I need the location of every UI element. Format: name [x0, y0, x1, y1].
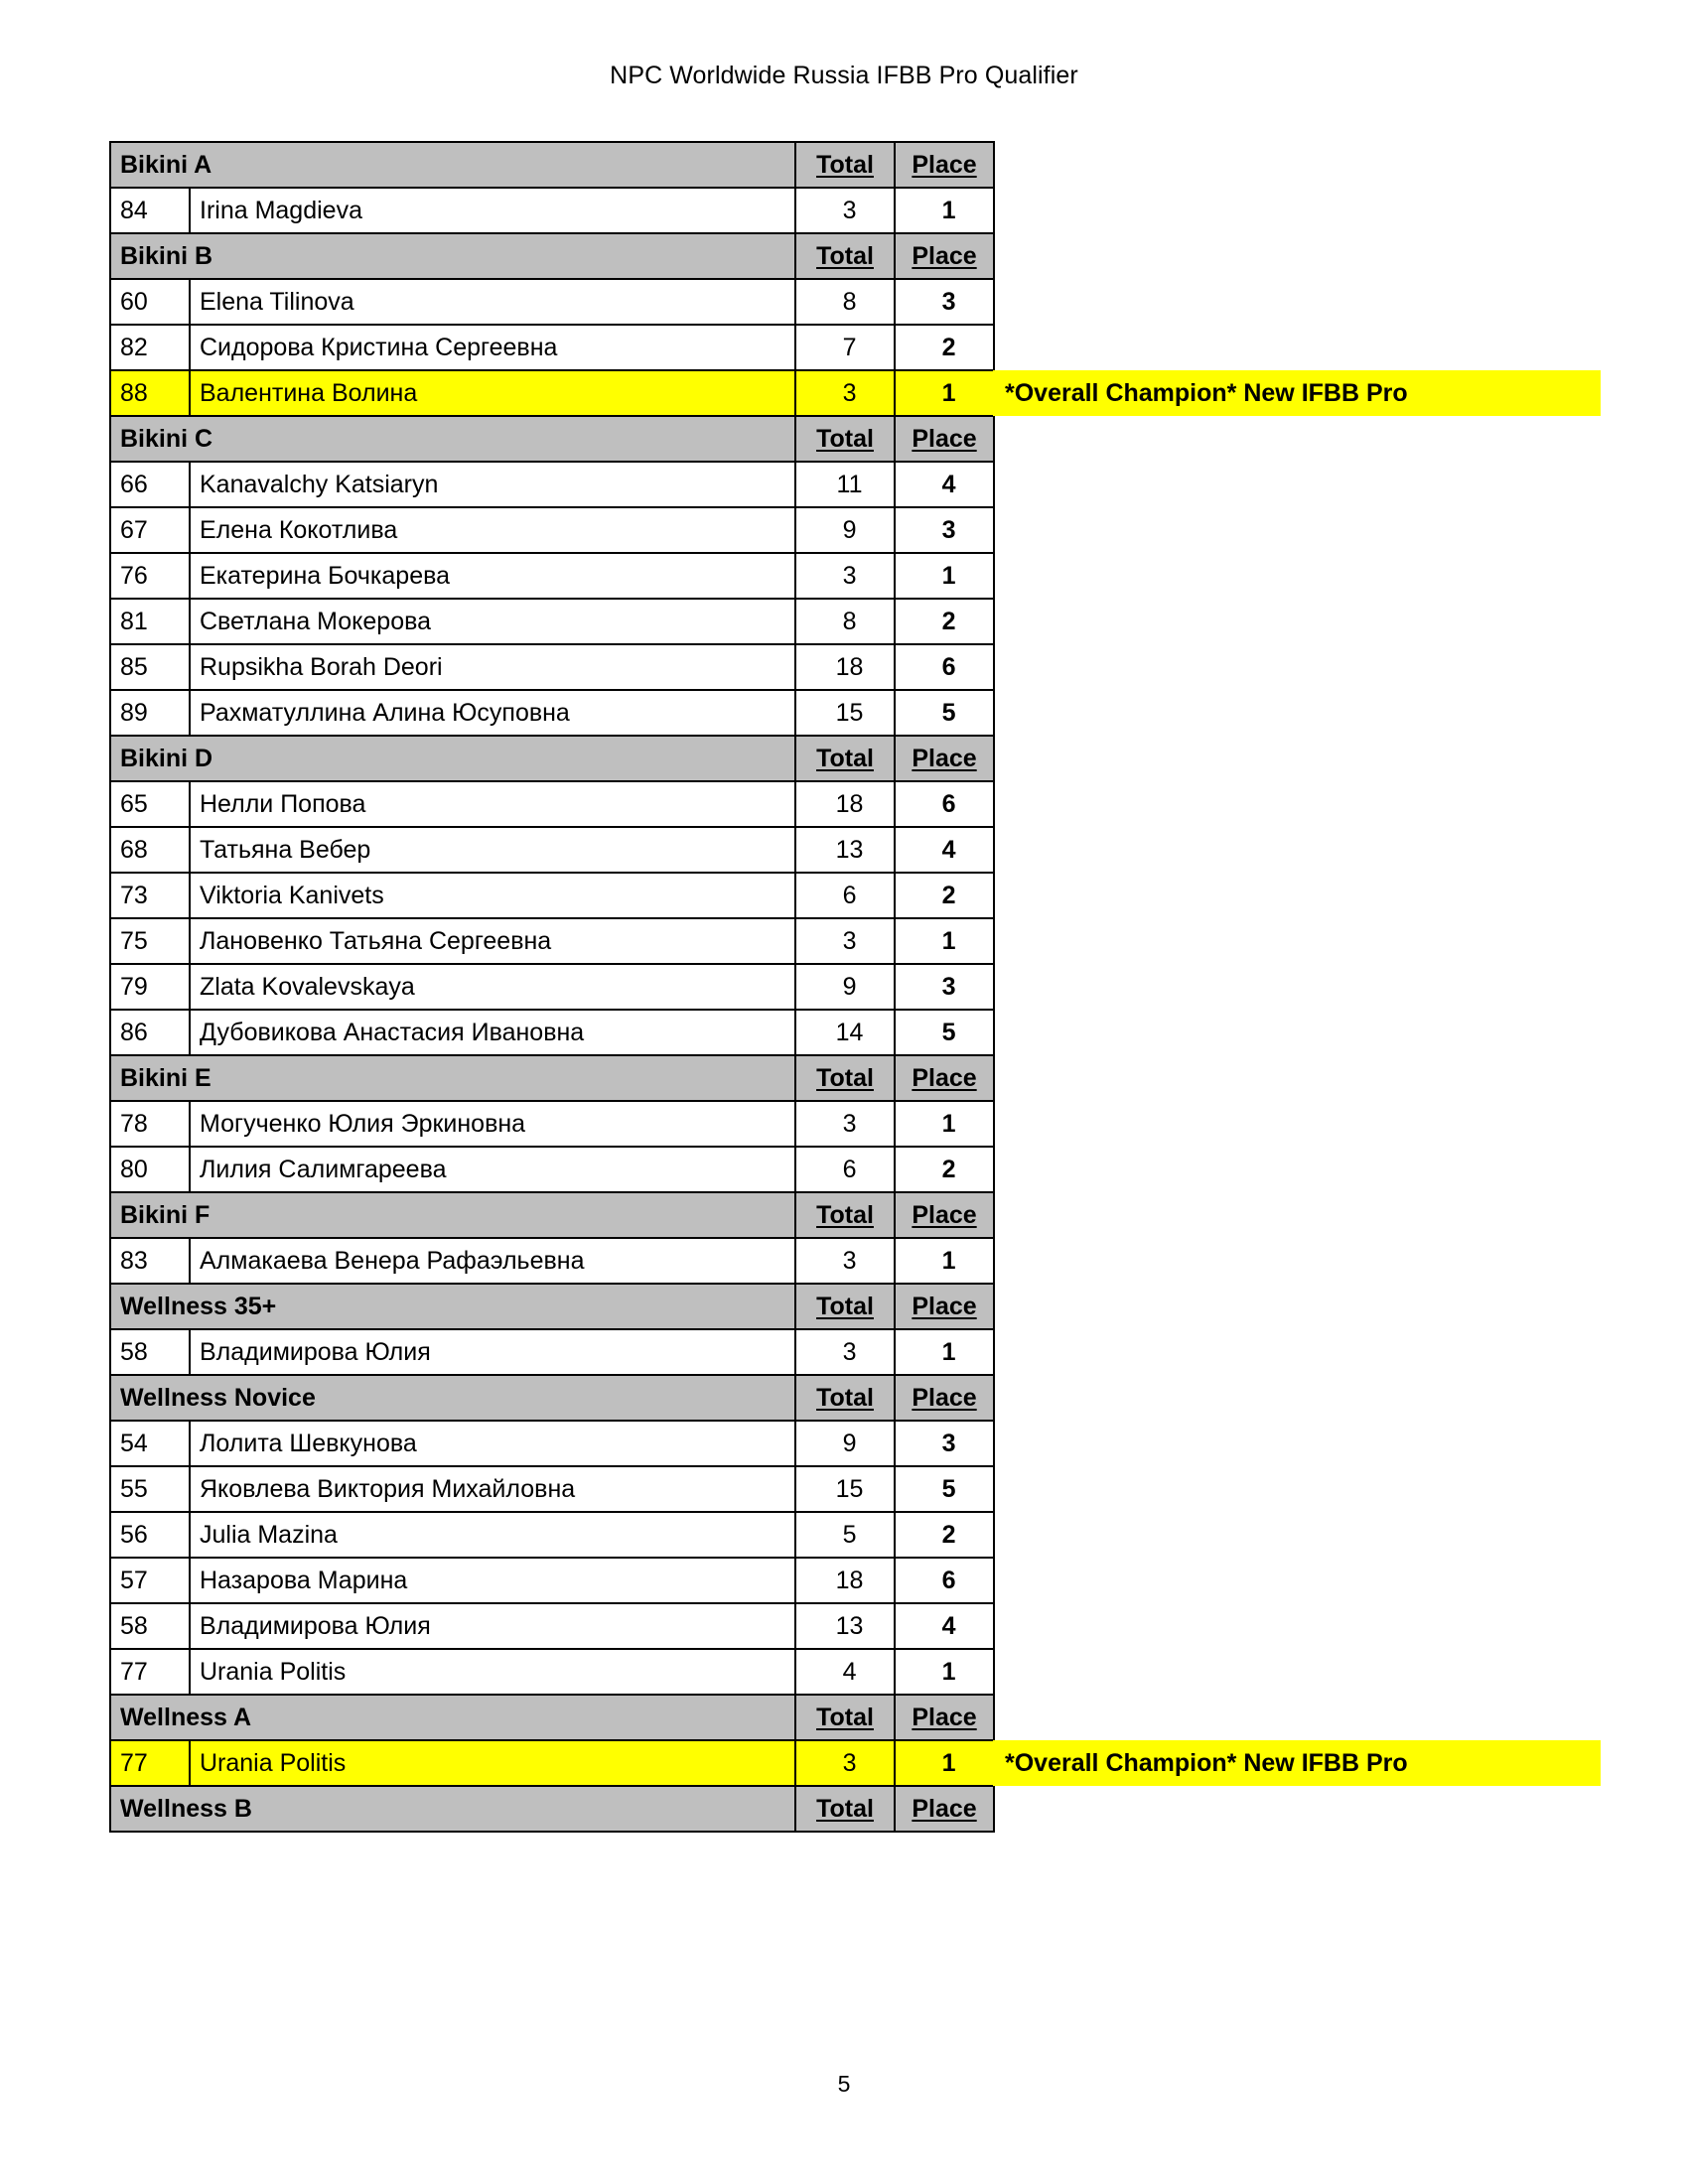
category-label: Wellness A [110, 1695, 795, 1740]
competitor-name: Rupsikha Borah Deori [190, 644, 795, 690]
competitor-total: 8 [795, 279, 895, 325]
column-header-total-text: Total [816, 1703, 874, 1731]
competitor-number: 67 [110, 507, 190, 553]
competitor-number: 54 [110, 1421, 190, 1466]
table-row [110, 690, 994, 736]
table-row [110, 325, 994, 370]
competitor-place: 6 [895, 644, 994, 690]
column-header-total-text: Total [816, 1200, 874, 1229]
competitor-name: Татьяна Вебер [190, 827, 795, 873]
competitor-place: 1 [895, 1101, 994, 1147]
competitor-name: Яковлева Виктория Михайловна [190, 1466, 795, 1512]
overall-champion-note [993, 1740, 1601, 1786]
competitor-name: Kanavalchy Katsiaryn [190, 462, 795, 507]
competitor-total: 3 [795, 553, 895, 599]
overall-champion-note-text: *Overall Champion* New IFBB Pro [1005, 378, 1408, 407]
table-row [110, 370, 994, 416]
table-row [110, 1238, 994, 1284]
table-row [110, 644, 994, 690]
category-header-row [110, 1055, 994, 1101]
column-header-total [795, 736, 895, 781]
competitor-place: 1 [895, 553, 994, 599]
competitor-place: 6 [895, 1558, 994, 1603]
column-header-place [895, 1695, 994, 1740]
competitor-number: 68 [110, 827, 190, 873]
competitor-place: 3 [895, 1421, 994, 1466]
column-header-total-text: Total [816, 1383, 874, 1412]
competitor-name: Urania Politis [190, 1740, 795, 1786]
column-header-place-text: Place [912, 241, 977, 270]
competitor-name: Алмакаева Венера Рафаэльевна [190, 1238, 795, 1284]
table-row [110, 1466, 994, 1512]
competitor-place: 3 [895, 964, 994, 1010]
results-table [109, 141, 995, 1833]
competitor-place: 4 [895, 827, 994, 873]
column-header-total [795, 1055, 895, 1101]
competitor-number: 89 [110, 690, 190, 736]
column-header-place [895, 1375, 994, 1421]
column-header-total [795, 233, 895, 279]
column-header-place [895, 1284, 994, 1329]
competitor-name: Назарова Марина [190, 1558, 795, 1603]
competitor-number: 66 [110, 462, 190, 507]
table-row [110, 781, 994, 827]
table-row [110, 964, 994, 1010]
competitor-name: Владимирова Юлия [190, 1329, 795, 1375]
column-header-total [795, 1786, 895, 1832]
column-header-total [795, 1695, 895, 1740]
competitor-name: Zlata Kovalevskaya [190, 964, 795, 1010]
overall-champion-note-text: *Overall Champion* New IFBB Pro [1005, 1748, 1408, 1777]
competitor-place: 2 [895, 1147, 994, 1192]
competitor-name: Лилия Салимгареева [190, 1147, 795, 1192]
category-header-row [110, 416, 994, 462]
competitor-number: 83 [110, 1238, 190, 1284]
column-header-place-text: Place [912, 1200, 977, 1229]
category-header-row [110, 142, 994, 188]
column-header-total-text: Total [816, 1794, 874, 1823]
category-header-row [110, 1192, 994, 1238]
competitor-number: 58 [110, 1603, 190, 1649]
competitor-name: Сидорова Кристина Сергеевна [190, 325, 795, 370]
table-row [110, 553, 994, 599]
page-header-title: NPC Worldwide Russia IFBB Pro Qualifier [610, 62, 1078, 89]
competitor-place: 2 [895, 599, 994, 644]
column-header-place [895, 142, 994, 188]
competitor-total: 4 [795, 1649, 895, 1695]
competitor-number: 60 [110, 279, 190, 325]
column-header-place-text: Place [912, 1063, 977, 1092]
column-header-total [795, 1284, 895, 1329]
competitor-place: 1 [895, 370, 994, 416]
competitor-name: Валентина Волина [190, 370, 795, 416]
competitor-name: Нелли Попова [190, 781, 795, 827]
column-header-total-text: Total [816, 150, 874, 179]
column-header-place-text: Place [912, 744, 977, 772]
category-header-row [110, 1375, 994, 1421]
competitor-name: Рахматуллина Алина Юсуповна [190, 690, 795, 736]
competitor-place: 2 [895, 325, 994, 370]
competitor-total: 6 [795, 873, 895, 918]
table-row [110, 507, 994, 553]
category-header-row [110, 1786, 994, 1832]
competitor-place: 1 [895, 1238, 994, 1284]
competitor-name: Viktoria Kanivets [190, 873, 795, 918]
competitor-number: 56 [110, 1512, 190, 1558]
competitor-total: 7 [795, 325, 895, 370]
table-row [110, 599, 994, 644]
competitor-name: Елена Кокотлива [190, 507, 795, 553]
competitor-name: Julia Mazina [190, 1512, 795, 1558]
competitor-place: 1 [895, 1649, 994, 1695]
page-number: 5 [837, 2071, 851, 2097]
column-header-total-text: Total [816, 424, 874, 453]
competitor-total: 5 [795, 1512, 895, 1558]
competitor-number: 55 [110, 1466, 190, 1512]
table-row [110, 873, 994, 918]
competitor-number: 84 [110, 188, 190, 233]
competitor-place: 3 [895, 279, 994, 325]
competitor-name: Elena Tilinova [190, 279, 795, 325]
competitor-total: 9 [795, 507, 895, 553]
competitor-number: 65 [110, 781, 190, 827]
table-row [110, 918, 994, 964]
competitor-place: 6 [895, 781, 994, 827]
competitor-total: 18 [795, 1558, 895, 1603]
competitor-total: 6 [795, 1147, 895, 1192]
column-header-place [895, 1786, 994, 1832]
competitor-number: 81 [110, 599, 190, 644]
competitor-number: 77 [110, 1740, 190, 1786]
competitor-place: 1 [895, 1329, 994, 1375]
column-header-place [895, 233, 994, 279]
category-header-row [110, 1695, 994, 1740]
column-header-place-text: Place [912, 424, 977, 453]
competitor-total: 18 [795, 781, 895, 827]
table-row [110, 827, 994, 873]
competitor-name: Urania Politis [190, 1649, 795, 1695]
column-header-total-text: Total [816, 744, 874, 772]
competitor-total: 9 [795, 964, 895, 1010]
category-label: Bikini E [110, 1055, 795, 1101]
table-row [110, 1147, 994, 1192]
category-label: Bikini D [110, 736, 795, 781]
column-header-place-text: Place [912, 150, 977, 179]
competitor-name: Дубовикова Анастасия Ивановна [190, 1010, 795, 1055]
competitor-number: 77 [110, 1649, 190, 1695]
competitor-total: 11 [795, 462, 895, 507]
column-header-place [895, 1192, 994, 1238]
competitor-name: Irina Magdieva [190, 188, 795, 233]
competitor-total: 3 [795, 918, 895, 964]
competitor-total: 3 [795, 1329, 895, 1375]
competitor-name: Владимирова Юлия [190, 1603, 795, 1649]
competitor-name: Лановенко Татьяна Сергеевна [190, 918, 795, 964]
competitor-total: 3 [795, 1101, 895, 1147]
competitor-total: 3 [795, 188, 895, 233]
competitor-total: 15 [795, 690, 895, 736]
category-label: Wellness 35+ [110, 1284, 795, 1329]
competitor-place: 5 [895, 1010, 994, 1055]
column-header-place [895, 416, 994, 462]
category-label: Bikini B [110, 233, 795, 279]
competitor-number: 82 [110, 325, 190, 370]
table-row [110, 279, 994, 325]
table-row [110, 1101, 994, 1147]
column-header-place [895, 1055, 994, 1101]
competitor-place: 2 [895, 873, 994, 918]
table-row [110, 1649, 994, 1695]
competitor-total: 9 [795, 1421, 895, 1466]
table-row [110, 462, 994, 507]
competitor-number: 57 [110, 1558, 190, 1603]
column-header-place-text: Place [912, 1383, 977, 1412]
competitor-total: 13 [795, 827, 895, 873]
competitor-total: 15 [795, 1466, 895, 1512]
column-header-place-text: Place [912, 1292, 977, 1320]
column-header-place-text: Place [912, 1794, 977, 1823]
column-header-total [795, 1192, 895, 1238]
competitor-name: Светлана Мокерова [190, 599, 795, 644]
competitor-number: 86 [110, 1010, 190, 1055]
results-table-body [110, 142, 994, 1832]
competitor-place: 4 [895, 1603, 994, 1649]
competitor-place: 2 [895, 1512, 994, 1558]
column-header-total-text: Total [816, 241, 874, 270]
competitor-number: 75 [110, 918, 190, 964]
column-header-total [795, 416, 895, 462]
category-label: Bikini A [110, 142, 795, 188]
table-row [110, 1329, 994, 1375]
competitor-number: 76 [110, 553, 190, 599]
competitor-total: 13 [795, 1603, 895, 1649]
column-header-total [795, 142, 895, 188]
column-header-place [895, 736, 994, 781]
category-header-row [110, 1284, 994, 1329]
table-row [110, 1512, 994, 1558]
competitor-number: 79 [110, 964, 190, 1010]
competitor-number: 85 [110, 644, 190, 690]
column-header-place-text: Place [912, 1703, 977, 1731]
competitor-total: 18 [795, 644, 895, 690]
category-label: Wellness Novice [110, 1375, 795, 1421]
competitor-total: 3 [795, 1238, 895, 1284]
table-row [110, 1010, 994, 1055]
table-row [110, 1603, 994, 1649]
competitor-number: 73 [110, 873, 190, 918]
category-label: Bikini F [110, 1192, 795, 1238]
competitor-number: 78 [110, 1101, 190, 1147]
competitor-name: Лолита Шевкунова [190, 1421, 795, 1466]
competitor-place: 5 [895, 1466, 994, 1512]
table-row [110, 188, 994, 233]
column-header-total [795, 1375, 895, 1421]
competitor-total: 14 [795, 1010, 895, 1055]
table-row [110, 1421, 994, 1466]
table-row [110, 1558, 994, 1603]
competitor-total: 3 [795, 370, 895, 416]
column-header-total-text: Total [816, 1292, 874, 1320]
competitor-total: 3 [795, 1740, 895, 1786]
competitor-place: 4 [895, 462, 994, 507]
competitor-name: Екатерина Бочкарева [190, 553, 795, 599]
column-header-total-text: Total [816, 1063, 874, 1092]
competitor-place: 3 [895, 507, 994, 553]
competitor-place: 5 [895, 690, 994, 736]
competitor-place: 1 [895, 1740, 994, 1786]
competitor-name: Могученко Юлия Эркиновна [190, 1101, 795, 1147]
competitor-number: 88 [110, 370, 190, 416]
table-row [110, 1740, 994, 1786]
competitor-number: 58 [110, 1329, 190, 1375]
overall-champion-note [993, 370, 1601, 416]
category-label: Wellness B [110, 1786, 795, 1832]
competitor-place: 1 [895, 918, 994, 964]
results-table-container [109, 141, 1599, 1833]
category-label: Bikini C [110, 416, 795, 462]
competitor-place: 1 [895, 188, 994, 233]
category-header-row [110, 233, 994, 279]
competitor-number: 80 [110, 1147, 190, 1192]
competitor-total: 8 [795, 599, 895, 644]
category-header-row [110, 736, 994, 781]
